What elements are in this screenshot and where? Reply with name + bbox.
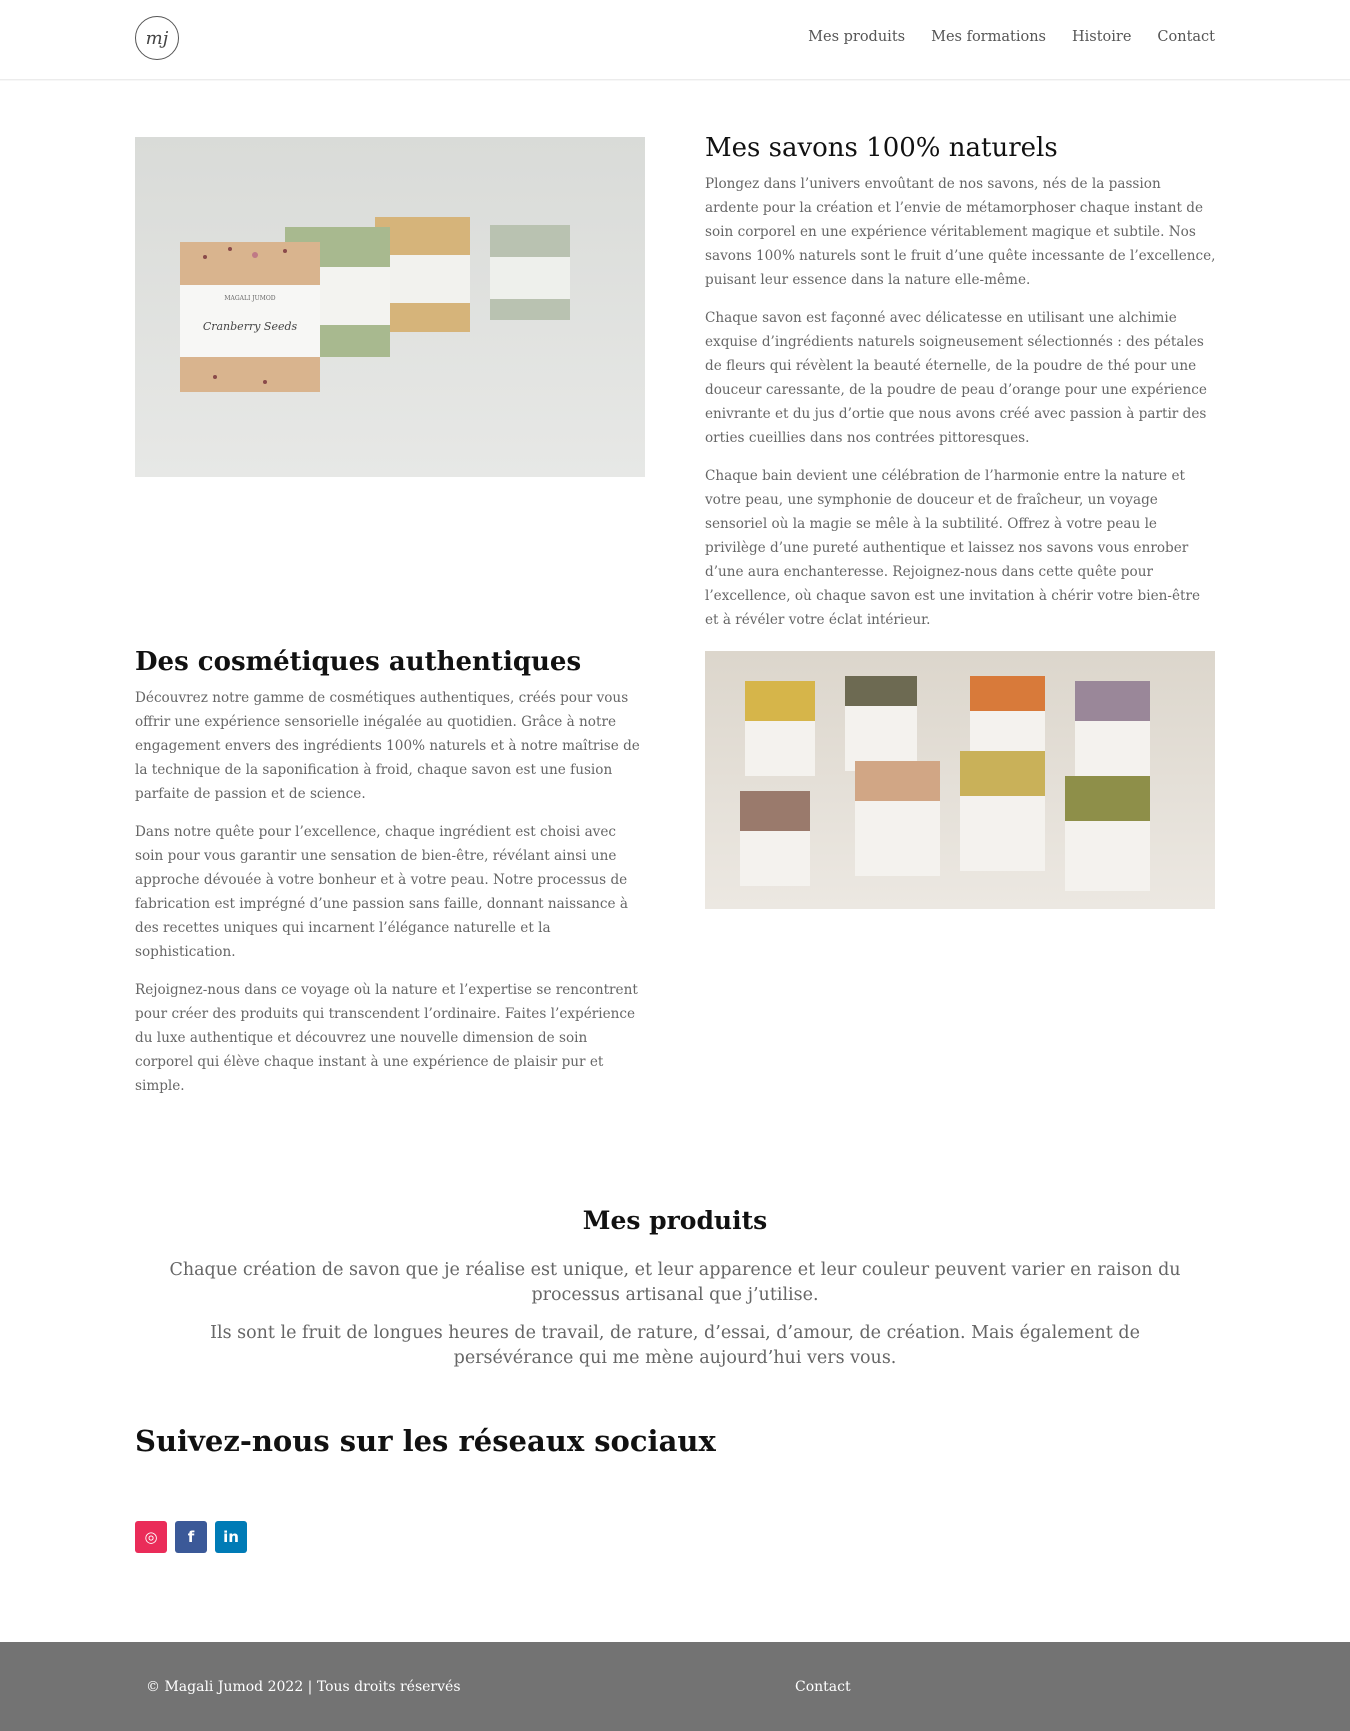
section-title-savons: Mes savons 100% naturels (705, 133, 1058, 163)
site-footer (0, 1642, 1350, 1731)
site-header (0, 0, 1350, 80)
nav-item-mes-formations[interactable]: Mes formations (931, 29, 1046, 45)
nav-item-histoire[interactable]: Histoire (1071, 29, 1132, 45)
paragraph: Rejoignez-nous dans ce voyage où la nature et l’expertise se rencontrent pour créer des produits qui transcendent l’ordinaire. Faites l’expérience du luxe authentique et découvrez une nouvelle dimension de soin corporel qui élève chaque instant à une expérience de plaisir pur et simple. (135, 982, 638, 1094)
soaps-row-image (135, 137, 645, 477)
footer-contact-link[interactable]: Contact (795, 1679, 851, 1695)
footer-copyright: © Magali Jumod 2022 | Tous droits réservés (146, 1679, 461, 1695)
products-title: Mes produits (582, 1206, 768, 1235)
linkedin-icon[interactable]: in (215, 1521, 247, 1553)
paragraph: Chaque savon est façonné avec délicatesse en utilisant une alchimie exquise d’ingrédients naturels soigneusement sélectionnés : des pétales de fleurs qui révèlent la beauté éternelle, de la poudre de thé pour une douceur caressante, de la poudre de peau d’orange pour une expérience enivrante et du jus d’ortie que nous avons créé avec passion à partir des orties cueillies dans nos contrées pittoresques. (705, 310, 1207, 446)
site-logo[interactable] (135, 16, 179, 60)
soaps-collection-image (705, 651, 1215, 909)
logo-monogram: mj (145, 27, 169, 49)
products-text-2: Ils sont le fruit de longues heures de travail, de rature, d’essai, d’amour, de création. Mais également de persévérance qui me mène aujourd’hui vers vous. (210, 1323, 1140, 1368)
social-title: Suivez-nous sur les réseaux sociaux (135, 1424, 716, 1458)
instagram-icon[interactable]: ◎ (135, 1521, 167, 1553)
section-text-savons (705, 172, 1216, 646)
facebook-icon[interactable]: f (175, 1521, 207, 1553)
section-text-cosmetiques (135, 686, 646, 1112)
social-links (135, 1521, 247, 1553)
products-text-1: Chaque création de savon que je réalise est unique, et leur apparence et leur couleur peuvent varier en raison du processus artisanal que j’utilise. (169, 1260, 1181, 1305)
main-nav (808, 29, 1215, 45)
nav-item-mes-produits[interactable]: Mes produits (808, 29, 906, 45)
paragraph: Plongez dans l’univers envoûtant de nos savons, nés de la passion ardente pour la création et l’envie de métamorphoser chaque instant de soin corporel en une expérience véritablement magique et subtile. Nos savons 100% naturels sont le fruit d’une quête incessante de l’excellence, puisant leur essence dans la nature elle-même. (705, 176, 1216, 288)
paragraph: Dans notre quête pour l’excellence, chaque ingrédient est choisi avec soin pour vous garantir une sensation de bien-être, révélant ainsi une approche dévouée à votre bonheur et à votre peau. Notre processus de fabrication est imprégné d’une passion sans faille, donnant naissance à des recettes uniques qui incarnent l’élégance naturelle et la sophistication. (135, 824, 628, 960)
soap-label-text: Cranberry Seeds (202, 320, 298, 333)
nav-item-contact[interactable]: Contact (1157, 29, 1215, 45)
section-title-cosmetiques: Des cosmétiques authentiques (135, 647, 582, 677)
svg-text:MAGALI JUMOD: MAGALI JUMOD (224, 295, 276, 302)
paragraph: Découvrez notre gamme de cosmétiques authentiques, créés pour vous offrir une expérience sensorielle inégalée au quotidien. Grâce à notre engagement envers des ingrédients 100% naturels et à notre maîtrise de la technique de la saponification à froid, chaque savon est une fusion parfaite de passion et de science. (135, 690, 640, 802)
paragraph: Chaque bain devient une célébration de l’harmonie entre la nature et votre peau, une symphonie de douceur et de fraîcheur, un voyage sensoriel où la magie se mêle à la subtilité. Offrez à votre peau le privilège d’une pureté authentique et laissez nos savons vous enrober d’une aura enchanteresse. Rejoignez-nous dans cette quête pour l’excellence, où chaque savon est une invitation à chérir votre bien-être et à révéler votre éclat intérieur. (705, 468, 1201, 628)
